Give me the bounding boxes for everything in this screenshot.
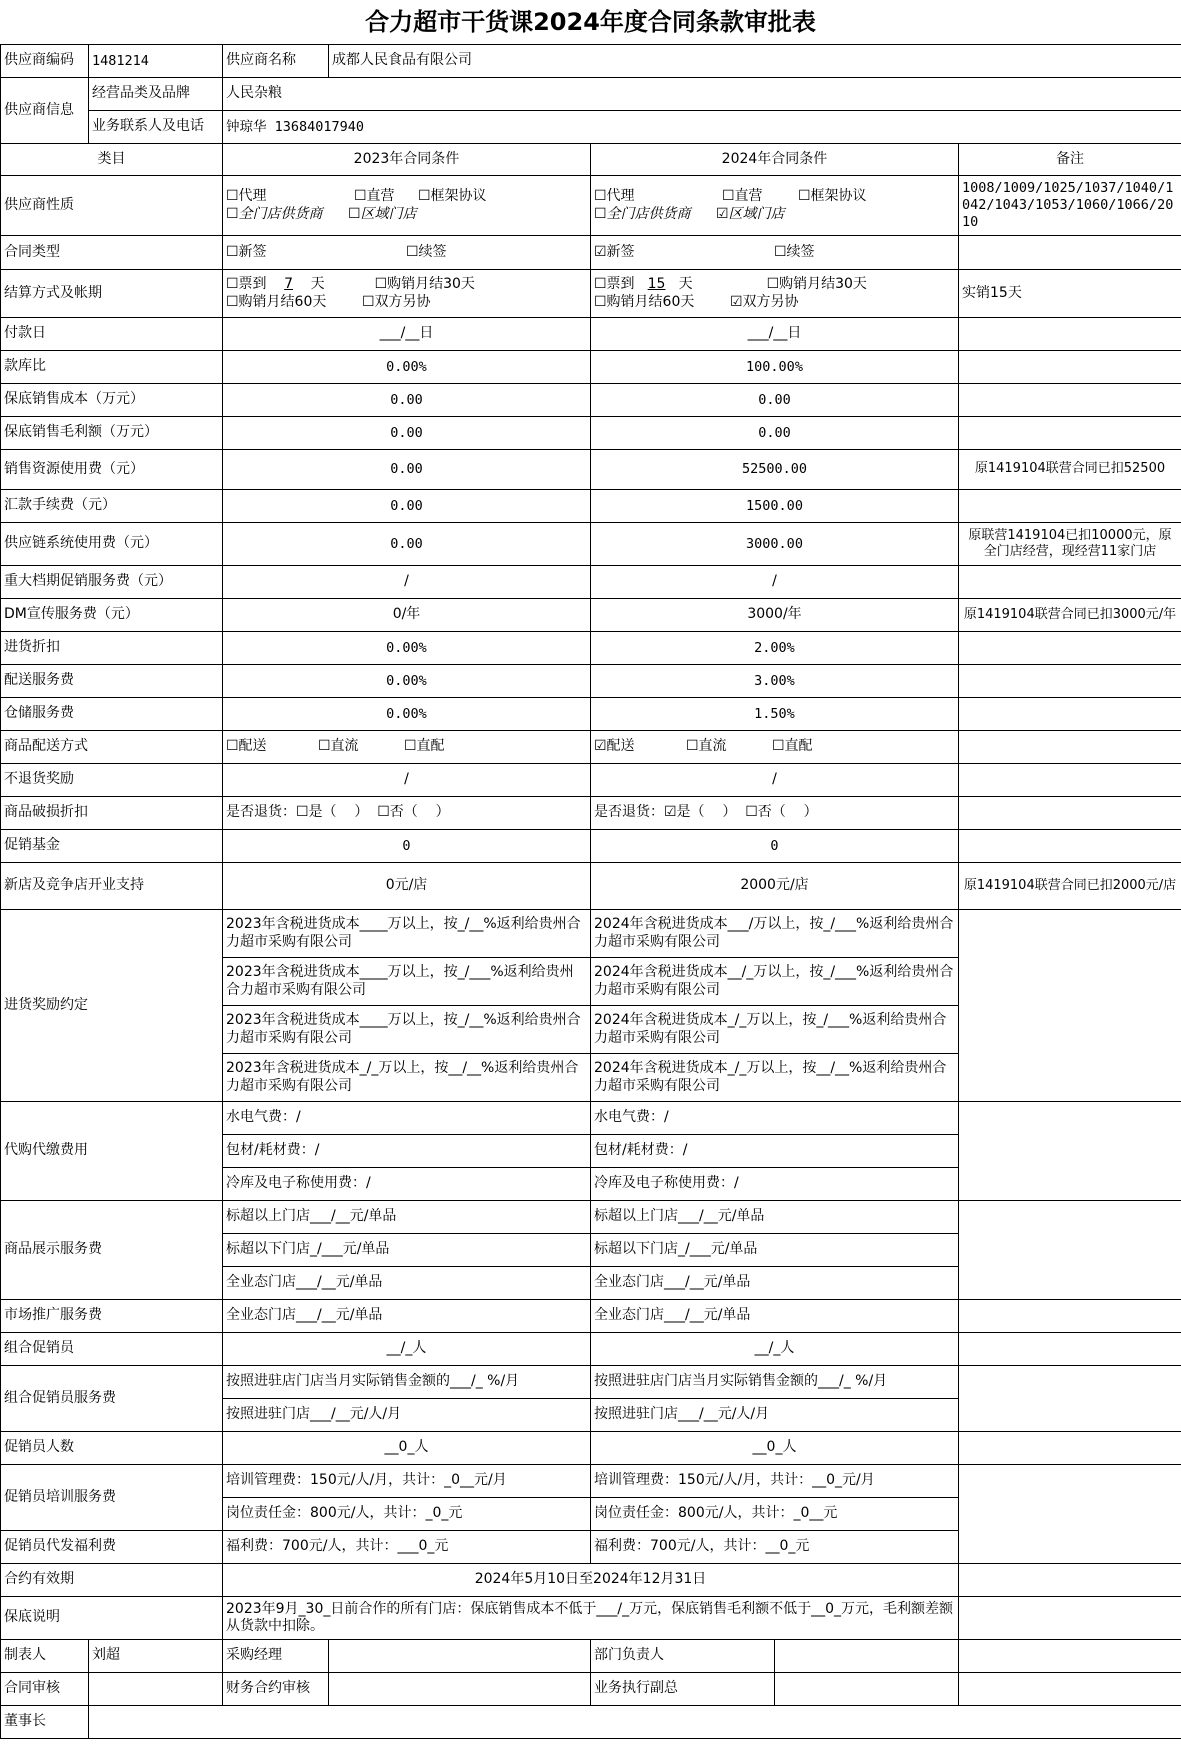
vp-label: 业务执行副总 [591,1673,775,1706]
row-2023: 0.00% [223,698,591,731]
no-return-label: 不退货奖励 [1,764,223,797]
row-label: 付款日 [1,318,223,351]
rebate-2023: 2023年含税进货成本____万以上，按_/___%返利给贵州合力超市采购有限公司 [223,958,591,1006]
nature-label: 供应商性质 [1,176,223,236]
no-return-row: 不退货奖励 / / [1,764,1181,797]
purchase-manager-label: 采购经理 [223,1640,329,1673]
rebate-2024: 2024年含税进货成本_/_万以上，按_/___%返利给贵州合力超市采购有限公司 [591,1006,959,1054]
contract-type-label: 合同类型 [1,236,223,270]
row-2024: 3.00% [591,665,959,698]
supplier-name-label: 供应商名称 [223,45,329,78]
maker-label: 制表人 [1,1640,89,1673]
row-2023: 0.00% [223,632,591,665]
row-note [959,417,1181,450]
row-2023: 0.00 [223,490,591,523]
form-title: 合力超市干货课2024年度合同条款审批表 [365,8,816,36]
finance-review-sign[interactable] [329,1673,591,1706]
row-label: 款库比 [1,351,223,384]
nature-row [1,176,1181,236]
checkbox-all-stores[interactable]: ☐全门店供货商 [594,205,691,222]
rebate-2024: 2024年含税进货成本___/万以上，按_/___%返利给贵州合力超市采购有限公司 [591,910,959,958]
checkbox-monthly-60[interactable]: ☐购销月结60天 [226,293,327,310]
row-2023: / [223,566,591,599]
table-row [1,450,1181,490]
combo-promoter-row: 组合促销员 __/_人 __/_人 [1,1333,1181,1366]
header-2023: 2023年合同条件 [223,144,591,176]
guarantee-row [1,1597,1181,1640]
welfare-label: 促销员代发福利费 [1,1531,223,1564]
table-row [1,417,1181,450]
row-note [959,351,1181,384]
settlement-label: 结算方式及帐期 [1,270,223,318]
checkbox-agent[interactable]: ☐代理 [594,188,635,204]
supplier-row [1,45,1181,78]
checkbox-other-agreement[interactable]: ☐双方另协 [362,293,431,310]
agency-row: 代购代缴费用 水电气费：/ 水电气费：/ [1,1102,1181,1135]
row-note: 原1419104联营合同已扣3000元/年 [959,599,1181,632]
checkbox-renew-contract[interactable]: ☐续签 [774,243,815,260]
table-row [1,665,1181,698]
row-note [959,632,1181,665]
display-row: 标超以下门店_/___元/单品 标超以下门店_/___元/单品 [1,1234,1181,1267]
row-label: 保底销售成本（万元） [1,384,223,417]
row-2023: 0.00 [223,417,591,450]
settlement-2023: ☐票到 7 天 ☐购销月结30天 ☐购销月结60天 ☐双方另协 [223,270,591,318]
sign-row [1,1640,1181,1673]
welfare-row: 促销员代发福利费 福利费：700元/人，共计：___0_元 福利费：700元/人，共计：__0_元 [1,1531,1181,1564]
table-row [1,490,1181,523]
sign-row [1,1706,1181,1739]
rebate-row [1,910,1181,958]
marketing-label: 市场推广服务费 [1,1300,223,1333]
row-label: 配送服务费 [1,665,223,698]
damage-row [1,797,1181,830]
vp-sign[interactable] [775,1673,959,1706]
guarantee-value: 2023年9月_30_日前合作的所有门店：保底销售成本不低于___/_万元，保底销售毛利额不低于__0_万元，毛利额差额从货款中扣除。 [223,1597,959,1640]
checkbox-invoice[interactable]: ☐票到 [594,276,635,292]
row-2023: 0/年 [223,599,591,632]
row-note [959,665,1181,698]
nature-2023 [223,176,591,236]
checkbox-monthly-30[interactable]: ☐购销月结30天 [766,276,867,292]
display-label: 商品展示服务费 [1,1201,223,1300]
supplier-name: 成都人民食品有限公司 [329,45,1181,78]
checkbox-direct-flow[interactable]: ☐直流 [318,738,359,755]
row-label: 进货折扣 [1,632,223,665]
checkbox-invoice[interactable]: ☐票到 [226,276,267,292]
checkbox-renew-contract[interactable]: ☐续签 [406,243,447,260]
row-2023: 0.00% [223,665,591,698]
checkbox-direct[interactable]: ☐直营 [354,188,395,204]
row-note: 原1419104联营合同已扣52500 [959,450,1181,490]
row-2023: ___/__日 [223,318,591,351]
display-row: 商品展示服务费 标超以上门店___/__元/单品 标超以上门店___/__元/单品 [1,1201,1181,1234]
finance-review-label: 财务合约审核 [223,1673,329,1706]
damage-2024[interactable]: 是否退货：☑是（ ） ☐否（ ） [591,797,959,830]
supplier-code: 1481214 [89,45,223,78]
row-2024: 1500.00 [591,490,959,523]
rebate-2023: 2023年含税进货成本____万以上，按_/__%返利给贵州合力超市采购有限公司 [223,910,591,958]
agency-row: 冷库及电子称使用费：/ 冷库及电子称使用费：/ [1,1168,1181,1201]
validity-value: 2024年5月10日至2024年12月31日 [223,1564,959,1597]
dept-head-sign[interactable] [775,1640,959,1673]
table-row [1,698,1181,731]
agency-row: 包材/耗材费：/ 包材/耗材费：/ [1,1135,1181,1168]
checkbox-direct-flow[interactable]: ☐直流 [686,738,727,755]
row-note [959,698,1181,731]
nature-2024 [591,176,959,236]
row-2024: 2.00% [591,632,959,665]
row-label: 保底销售毛利额（万元） [1,417,223,450]
row-2024: 100.00% [591,351,959,384]
row-label: DM宣传服务费（元） [1,599,223,632]
contract-review-label: 合同审核 [1,1673,89,1706]
combo-fee-row: 组合促销员服务费 按照进驻店门店当月实际销售金额的___/_ %/月 按照进驻店门店当月实际销售金额的___/_ %/月 [1,1366,1181,1399]
rebate-2023: 2023年含税进货成本____万以上，按_/__%返利给贵州合力超市采购有限公司 [223,1006,591,1054]
checkbox-direct[interactable]: ☐直营 [722,188,763,204]
table-row [1,384,1181,417]
category-value: 人民杂粮 [223,78,1181,111]
validity-label: 合约有效期 [1,1564,223,1597]
checkbox-delivery[interactable]: ☐配送 [226,738,267,755]
delivery-label: 商品配送方式 [1,731,223,764]
header-row [1,144,1181,176]
row-2024: 0.00 [591,384,959,417]
promo-fund-label: 促销基金 [1,830,223,863]
agency-label: 代购代缴费用 [1,1102,223,1201]
training-label: 促销员培训服务费 [1,1465,223,1531]
row-2024: ___/__日 [591,318,959,351]
rebate-2024: 2024年含税进货成本__/_万以上，按_/___%返利给贵州合力超市采购有限公司 [591,958,959,1006]
invoice-days: 15 [647,276,666,292]
purchase-manager-sign[interactable] [329,1640,591,1673]
settlement-2024: ☐票到 15 天 ☐购销月结30天 ☐购销月结60天 ☑双方另协 [591,270,959,318]
rebate-2023: 2023年含税进货成本_/_万以上，按__/__%返利给贵州合力超市采购有限公司 [223,1054,591,1102]
checkbox-direct-delivery[interactable]: ☐直配 [404,738,445,755]
contact-value: 钟琼华 13684017940 [223,111,1181,144]
header-2024: 2024年合同条件 [591,144,959,176]
category-label: 经营品类及品牌 [89,78,223,111]
delivery-row [1,731,1181,764]
row-label: 仓储服务费 [1,698,223,731]
checkbox-new-contract[interactable]: ☐新签 [226,243,267,260]
table-row [1,523,1181,566]
table-row [1,351,1181,384]
settlement-note: 实销15天 [959,270,1181,318]
header-category: 类目 [1,144,223,176]
display-row: 全业态门店___/__元/单品 全业态门店___/__元/单品 [1,1267,1181,1300]
row-2024: 0.00 [591,417,959,450]
rebate-label: 进货奖励约定 [1,910,223,1102]
row-note [959,566,1181,599]
invoice-days: 7 [284,276,294,292]
table-row [1,318,1181,351]
row-2023: 0.00 [223,523,591,566]
validity-row [1,1564,1181,1597]
row-note [959,490,1181,523]
combo-promoter-label: 组合促销员 [1,1333,223,1366]
promoter-count-label: 促销员人数 [1,1432,223,1465]
training-row: 岗位责任金：800元/人，共计：_0_元 岗位责任金：800元/人，共计：_0__元 [1,1498,1181,1531]
supplier-code-label: 供应商编码 [1,45,89,78]
row-2024: 3000/年 [591,599,959,632]
damage-2023[interactable]: 是否退货：☐是（ ） ☐否（ ） [223,797,591,830]
header-note: 备注 [959,144,1181,176]
chairman-sign[interactable] [89,1706,1181,1739]
table-row [1,599,1181,632]
checkbox-new-contract[interactable]: ☑新签 [594,243,635,260]
training-row: 促销员培训服务费 培训管理费：150元/人/月，共计：_0__元/月 培训管理费：150元/人/月，共计：__0_元/月 [1,1465,1181,1498]
row-2023: 0.00 [223,384,591,417]
row-2023: 0.00 [223,450,591,490]
checkbox-agent[interactable]: ☐代理 [226,188,267,204]
contract-review-sign[interactable] [89,1673,223,1706]
checkbox-region-stores[interactable]: ☑区域门店 [716,205,785,222]
form-table [0,44,1181,1739]
checkbox-delivery[interactable]: ☑配送 [594,738,635,755]
checkbox-framework[interactable]: ☐框架协议 [418,188,487,204]
row-label: 重大档期促销服务费（元） [1,566,223,599]
checkbox-all-stores[interactable]: ☐全门店供货商 [226,205,323,222]
checkbox-framework[interactable]: ☐框架协议 [798,188,867,204]
new-store-note: 原1419104联营合同已扣2000元/店 [959,863,1181,910]
row-note: 原联营1419104已扣10000元，原全门店经营，现经营11家门店 [959,523,1181,566]
row-label: 供应链系统使用费（元） [1,523,223,566]
checkbox-other-agreement[interactable]: ☑双方另协 [730,293,799,310]
new-store-label: 新店及竞争店开业支持 [1,863,223,910]
row-2024: 52500.00 [591,450,959,490]
dept-head-label: 部门负责人 [591,1640,775,1673]
supplier-info-label: 供应商信息 [1,78,89,144]
promoter-count-row: 促销员人数 __0_人 __0_人 [1,1432,1181,1465]
maker-value: 刘超 [89,1640,223,1673]
chairman-label: 董事长 [1,1706,89,1739]
row-2023: 0.00% [223,351,591,384]
checkbox-region-stores[interactable]: ☐区域门店 [348,205,417,222]
nature-note: 1008/1009/1025/1037/1040/1042/1043/1053/1060/1066/2010 [959,176,1181,236]
new-store-row: 新店及竞争店开业支持 0元/店 2000元/店 原1419104联营合同已扣2000元/店 [1,863,1181,910]
row-2024: 1.50% [591,698,959,731]
row-2024: 3000.00 [591,523,959,566]
combo-fee-row: 按照进驻门店___/__元/人/月 按照进驻门店___/__元/人/月 [1,1399,1181,1432]
rebate-2024: 2024年含税进货成本_/_万以上，按__/__%返利给贵州合力超市采购有限公司 [591,1054,959,1102]
promo-fund-row: 促销基金 0 0 [1,830,1181,863]
settlement-row [1,270,1181,318]
row-label: 销售资源使用费（元） [1,450,223,490]
table-row [1,566,1181,599]
sign-row [1,1673,1181,1706]
row-note [959,384,1181,417]
marketing-row: 市场推广服务费 全业态门店___/__元/单品 全业态门店___/__元/单品 [1,1300,1181,1333]
contract-type-row [1,236,1181,270]
row-2024: / [591,566,959,599]
row-label: 汇款手续费（元） [1,490,223,523]
checkbox-direct-delivery[interactable]: ☐直配 [772,738,813,755]
table-row [1,632,1181,665]
checkbox-monthly-30[interactable]: ☐购销月结30天 [374,276,475,292]
row-note [959,318,1181,351]
combo-fee-label: 组合促销员服务费 [1,1366,223,1432]
checkbox-monthly-60[interactable]: ☐购销月结60天 [594,293,695,310]
damage-label: 商品破损折扣 [1,797,223,830]
guarantee-label: 保底说明 [1,1597,223,1640]
contact-label: 业务联系人及电话 [89,111,223,144]
